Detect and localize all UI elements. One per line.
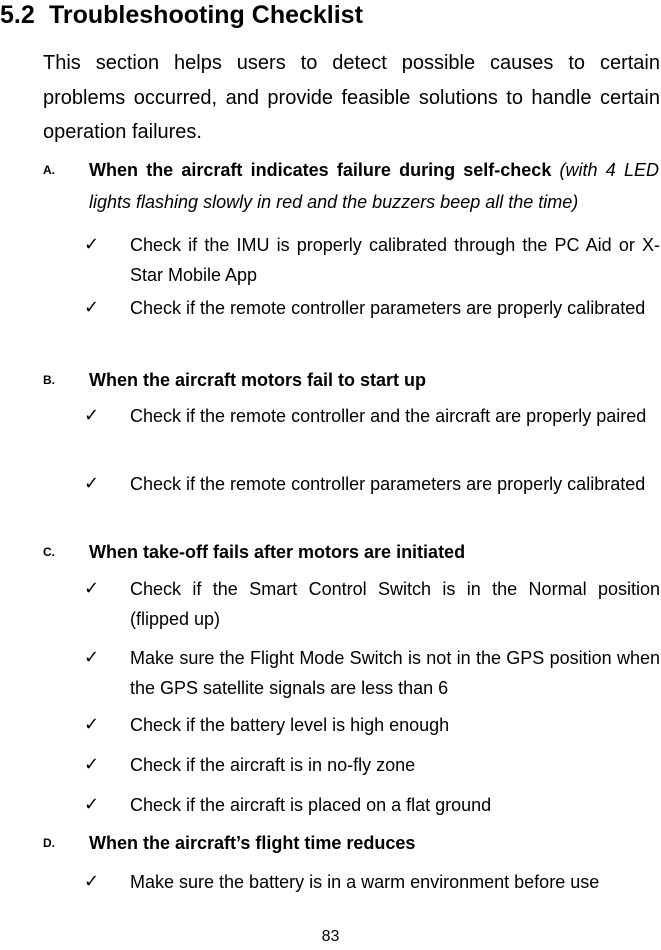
checklist-item-text: Make sure the battery is in a warm environment before use [130,872,600,892]
section-number: 5.2 [0,1,35,29]
section-c-title: When take-off fails after motors are initiated [89,542,466,562]
checkmark-icon: ✓ [84,297,100,318]
checkmark-icon: ✓ [84,754,100,775]
section-a-note: (with 4 LED lights flashing slowly in red and the buzzers beep all the time) [89,160,659,212]
section-heading [0,0,661,34]
checkmark-icon: ✓ [84,871,100,892]
checklist-item-text: Check if the Smart Control Switch is in the Normal position (flipped up) [130,579,660,629]
section-b-title: When the aircraft motors fail to start up [89,370,427,390]
section-c-letter: C. [43,545,55,559]
section-b-letter: B. [43,373,55,387]
section-a-letter: A. [43,163,55,177]
checkmark-icon: ✓ [84,794,100,815]
page-number: 83 [321,928,340,945]
section-a-text [89,154,659,218]
checklist-item-text: Check if the remote controller and the aircraft are properly paired [130,406,647,426]
checklist-item-text: Check if the remote controller parameters are properly calibrated [130,474,646,494]
page-title: Troubleshooting Checklist [49,1,363,29]
checklist-item-text: Make sure the Flight Mode Switch is not in the GPS position when the GPS satellite signals are less than 6 [130,648,660,698]
checkmark-icon: ✓ [84,578,100,599]
checklist-item-text: Check if the remote controller parameters are properly calibrated [130,298,646,318]
section-a-title: When the aircraft indicates failure during self-check [89,160,552,180]
intro-paragraph: This section helps users to detect possible causes to certain problems occurred, and provide feasible solutions to handle certain operation failures. [43,52,660,143]
checkmark-icon: ✓ [84,647,100,668]
checkmark-icon: ✓ [84,473,100,494]
checkmark-icon: ✓ [84,405,100,426]
checkmark-icon: ✓ [84,714,100,735]
checklist-item-text: Check if the battery level is high enough [130,715,450,735]
section-d-letter: D. [43,836,55,850]
checklist-item-text: Check if the aircraft is in no-fly zone [130,755,416,775]
checklist-item-text: Check if the aircraft is placed on a flat ground [130,795,492,815]
checkmark-icon: ✓ [84,234,100,255]
checklist-item-text: Check if the IMU is properly calibrated through the PC Aid or X-Star Mobile App [130,235,660,285]
section-d-title: When the aircraft’s flight time reduces [89,833,416,853]
